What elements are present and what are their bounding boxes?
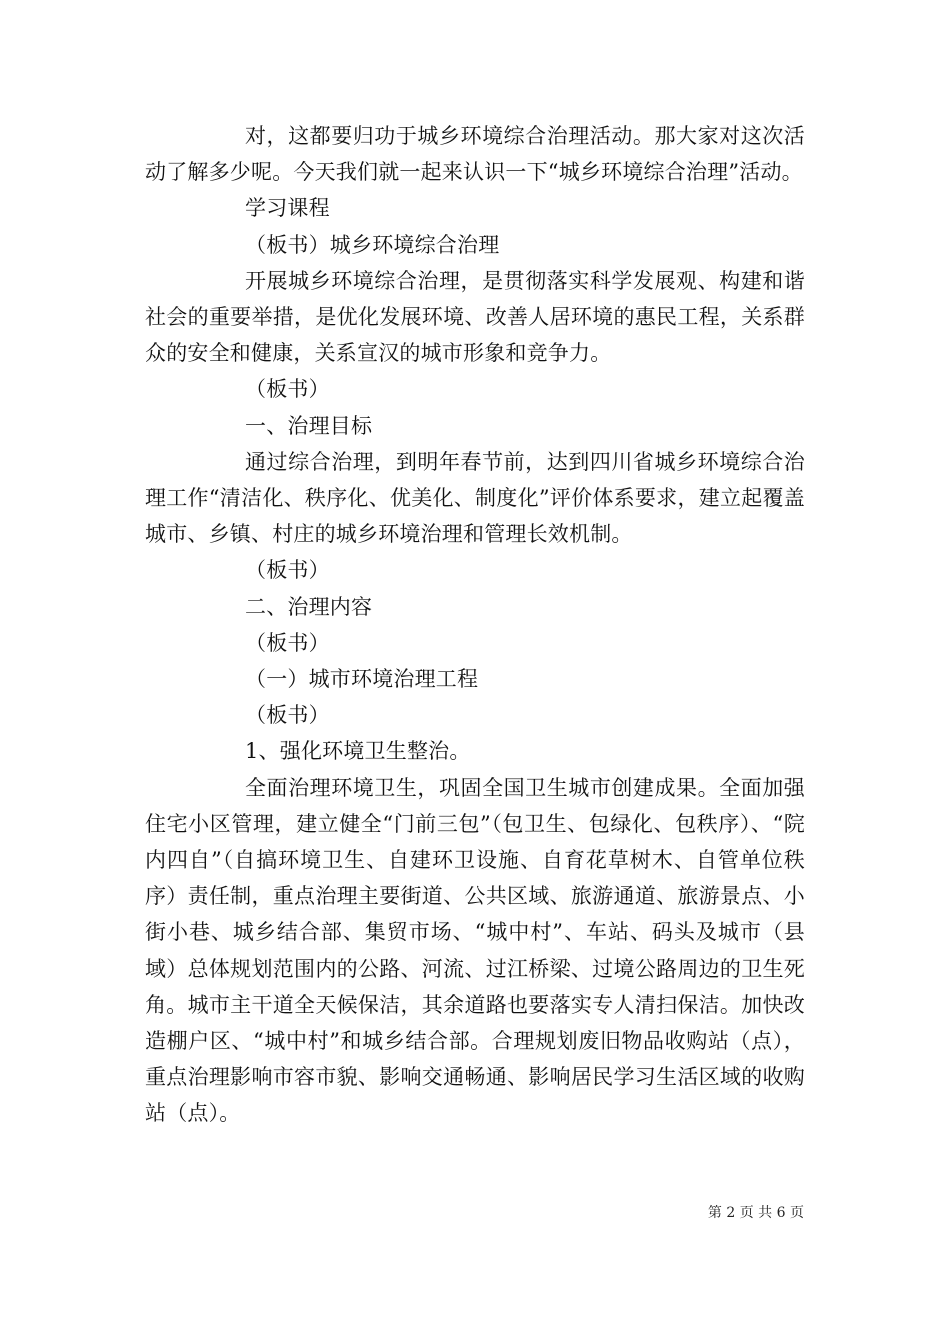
document-body [145, 118, 805, 1132]
paragraph-board-note: （板书） [245, 377, 330, 402]
page-number-footer: 第 2 页 共 6 页 [707, 1205, 804, 1221]
paragraph-sanitation: 全面治理环境卫生，巩固全国卫生城市创建成果。全面加强住宅小区管理，建立健全“门前三包”（包卫生、包绿化、包秩序）、“院内四自”（自搞环境卫生、自建环卫设施、自育花草树木、自管单位秩序）责任制，重点治理主要街道、公共区域、旅游通道、旅游景点、小街小巷、城乡结合部、集贸市场、“城中村”、车站、码头及城市（县域）总体规划范围内的公路、河流、过江桥梁、过境公路周边的卫生死角。城市主干道全天候保洁，其余道路也要落实专人清扫保洁。加快改造棚户区、“城中村”和城乡结合部。合理规划废旧物品收购站（点），重点治理影响市容市貌、影响交通畅通、影响居民学习生活区域的收购站（点）。 [145, 775, 805, 1126]
paragraph-goals: 通过综合治理，到明年春节前，达到四川省城乡环境综合治理工作“清洁化、秩序化、优美化、制度化”评价体系要求，建立起覆盖城市、乡镇、村庄的城乡环境治理和管理长效机制。 [145, 449, 805, 547]
paragraph-course-heading: 学习课程 [245, 196, 330, 221]
paragraph-board-note: （板书） [245, 630, 330, 655]
heading-sanitation: 1、强化环境卫生整治。 [245, 739, 471, 764]
heading-goals: 一、治理目标 [245, 413, 373, 438]
paragraph-intro: 对，这都要归功于城乡环境综合治理活动。那大家对这次活动了解多少呢。今天我们就一起来认识一下“城乡环境综合治理”活动。 [145, 124, 805, 185]
heading-content: 二、治理内容 [245, 594, 373, 619]
heading-urban-project: （一）城市环境治理工程 [245, 667, 479, 692]
paragraph-significance: 开展城乡环境综合治理，是贯彻落实科学发展观、构建和谐社会的重要举措，是优化发展环境、改善人居环境的惠民工程，关系群众的安全和健康，关系宣汉的城市形象和竞争力。 [145, 268, 805, 366]
paragraph-board-title: （板书）城乡环境综合治理 [245, 232, 500, 257]
paragraph-board-note: （板书） [245, 703, 330, 728]
paragraph-board-note: （板书） [245, 558, 330, 583]
